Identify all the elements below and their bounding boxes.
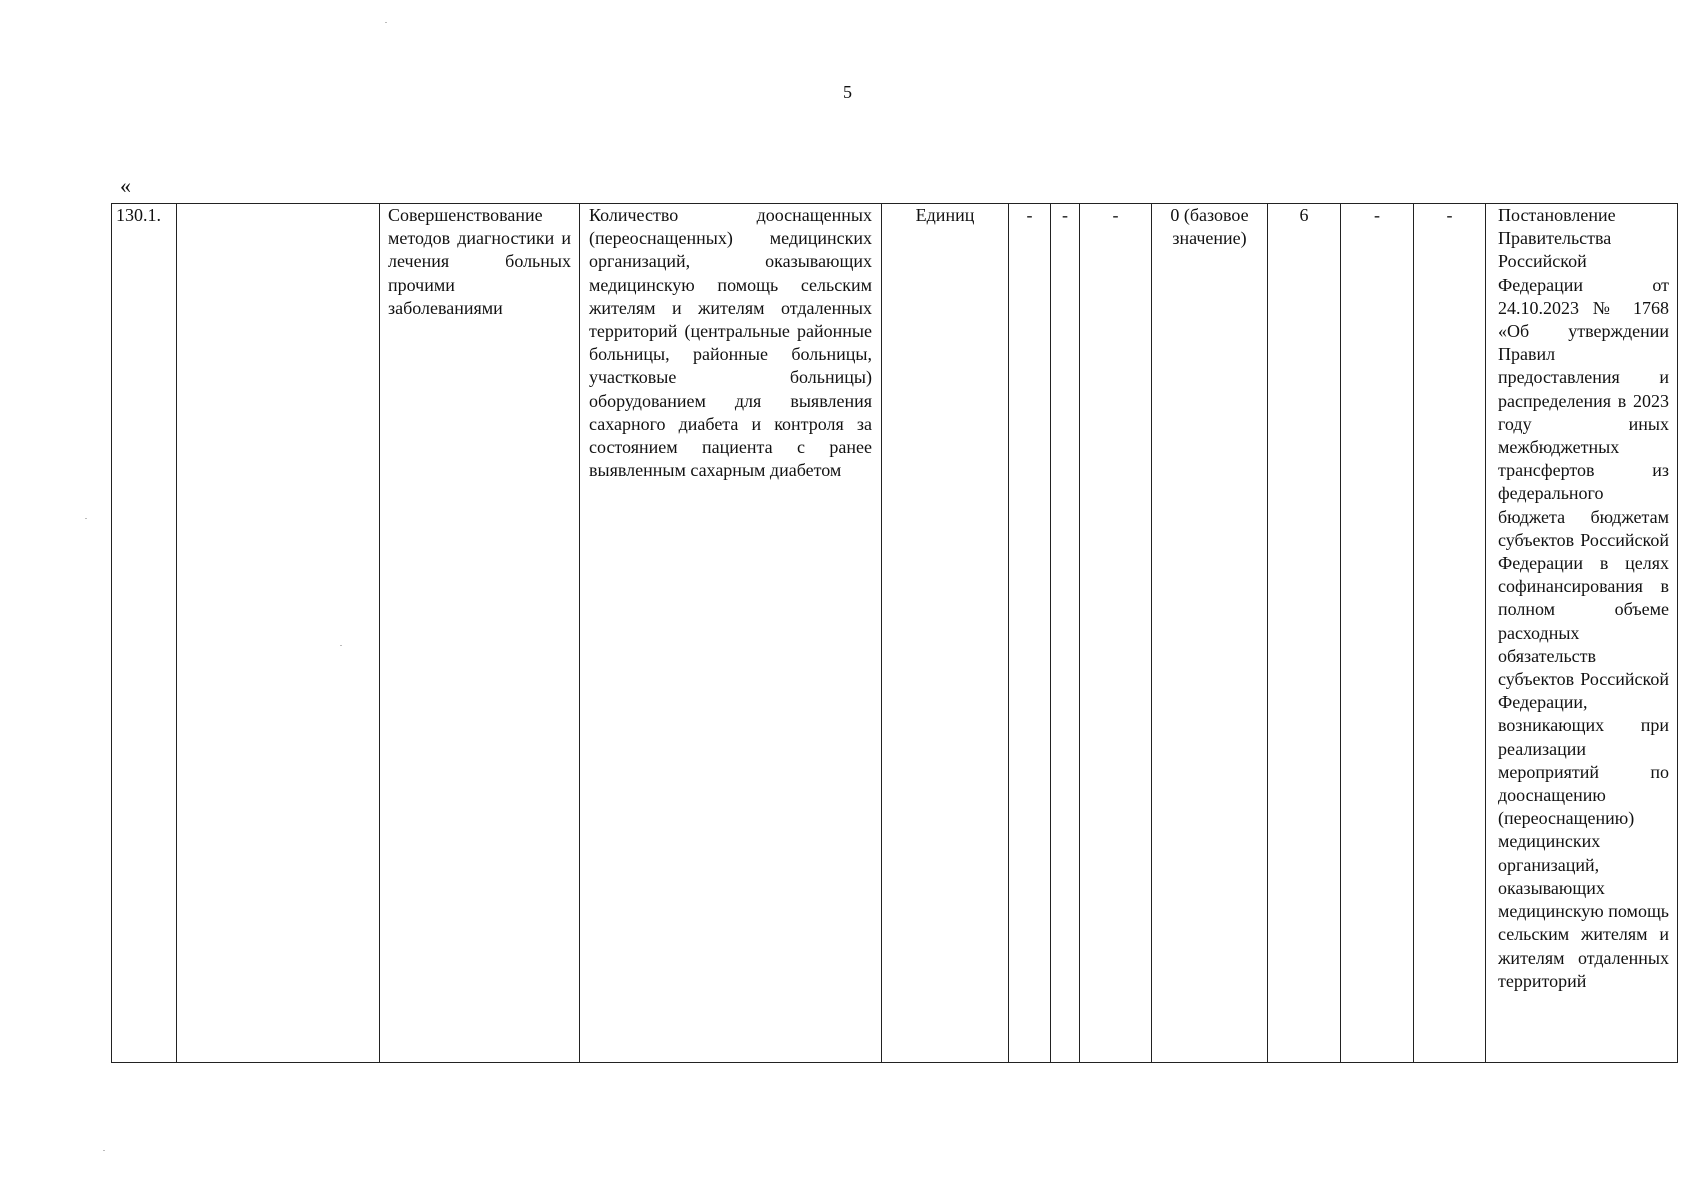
- value-cell-8: -: [1080, 204, 1152, 1063]
- value-cell-11: -: [1341, 204, 1414, 1063]
- legal-basis-cell: Постановление Правительства Российской Федерации от 24.10.2023 № 1768 «Об утверждении Правил предоставления и распределения в 2023 году иных межбюджетных трансфертов из федерального бюджета бюджетам субъектов Российской Федерации в целях софинансирования в полном объеме расходных обязательств субъектов Российской Федерации, возникающих при реализации мероприятий по дооснащению (переоснащению) медицинских организаций, оказывающих медицинскую помощь сельским жителям и жителям отдаленных территорий: [1486, 204, 1678, 1063]
- target-value-cell: 6: [1268, 204, 1341, 1063]
- base-value-cell: 0 (базовое значение): [1152, 204, 1268, 1063]
- table-row: [112, 204, 1678, 1063]
- scan-speck: [340, 645, 342, 646]
- value-cell-12: -: [1414, 204, 1486, 1063]
- empty-cell: [177, 204, 380, 1063]
- unit-cell: Единиц: [882, 204, 1009, 1063]
- value-cell-6: -: [1009, 204, 1051, 1063]
- indicator-cell: Количество дооснащенных (переоснащенных) медицинских организаций, оказывающих медицинскую помощь сельским жителям и жителям отдаленных территорий (центральные районные больницы, районные больницы, участковые больницы) оборудованием для выявления сахарного диабета и контроля за состоянием пациента с ранее выявленным сахарным диабетом: [580, 204, 882, 1063]
- row-number-cell: 130.1.: [112, 204, 177, 1063]
- opening-quote: «: [120, 173, 131, 198]
- scan-speck: [103, 1150, 105, 1151]
- scan-speck: [385, 22, 387, 23]
- scan-speck: [85, 518, 87, 519]
- page-number: 5: [843, 82, 852, 102]
- measure-cell: Совершенствование методов диагностики и лечения больных прочими заболеваниями: [380, 204, 580, 1063]
- value-cell-7: -: [1051, 204, 1080, 1063]
- indicators-table: [111, 203, 1678, 1063]
